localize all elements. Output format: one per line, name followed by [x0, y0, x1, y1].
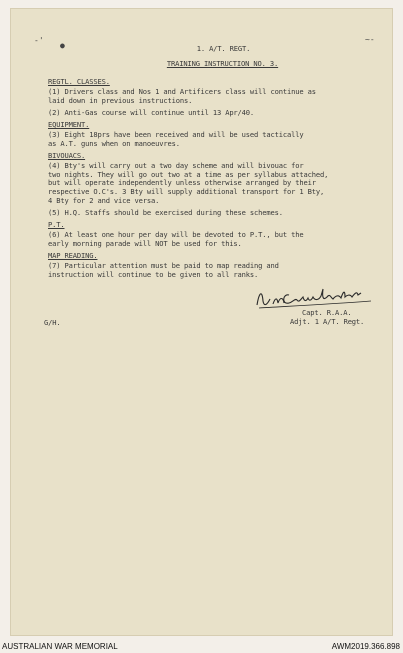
- para-6-line-1: (6) At least one hour per day will be devoted to P.T., but the: [48, 229, 304, 239]
- para-4-line-4: respective O.C's. 3 Bty will supply additional transport for 1 Bty,: [48, 187, 325, 197]
- heading-pt: P.T.: [48, 220, 65, 230]
- heading-regtl-classes: REGTL. CLASSES.: [48, 77, 110, 87]
- archive-id: AWM2019.366.898: [331, 642, 400, 651]
- signature-block: [44, 283, 373, 333]
- document-title: TRAINING INSTRUCTION NO. 3.: [166, 58, 279, 68]
- signatory-appointment: Adjt. 1 A/T. Regt.: [290, 317, 365, 327]
- para-5: (5) H.Q. Staffs should be exercised during these schemes.: [48, 207, 283, 217]
- heading-map-reading: MAP READING.: [48, 251, 98, 261]
- handwritten-signature: [253, 283, 383, 311]
- typed-instruction: [44, 44, 373, 333]
- archive-name: AUSTRALIAN WAR MEMORIAL: [2, 642, 118, 651]
- para-3-line-1: (3) Eight 18prs have been received and will be used tactically: [48, 129, 304, 139]
- ink-mark: -': [34, 36, 44, 45]
- heading-bivouacs: BIVOUACS.: [48, 151, 86, 161]
- ink-mark-right: ~-: [365, 35, 375, 44]
- para-6-line-2: early morning parade will NOT be used for this.: [48, 238, 242, 248]
- unit-heading: 1. A/T. REGT.: [196, 44, 251, 53]
- signatory-rank: Capt. R.A.A.: [302, 308, 352, 318]
- para-3-line-2: as A.T. guns when on manoeuvres.: [48, 138, 180, 148]
- para-1-line-2: laid down in previous instructions.: [48, 95, 193, 105]
- para-4-line-2: two nights. They will go out two at a time as per syllabus attached,: [48, 169, 329, 179]
- archive-footer: [0, 640, 403, 653]
- ink-dot: ●: [60, 41, 65, 50]
- para-7-line-1: (7) Particular attention must be paid to map reading and: [48, 261, 279, 271]
- reference-initials: G/H.: [44, 318, 61, 328]
- para-1-line-1: (1) Drivers class and Nos 1 and Artificers class will continue as: [48, 87, 316, 97]
- heading-equipment: EQUIPMENT.: [48, 120, 90, 130]
- para-4-line-1: (4) Bty's will carry out a two day scheme and will bivouac for: [48, 161, 304, 171]
- para-4-line-3: but will operate independently unless otherwise arranged by their: [48, 178, 316, 188]
- para-4-line-5: 4 Bty for 2 and vice versa.: [48, 195, 160, 205]
- para-7-line-2: instruction will continue to be given to all ranks.: [48, 269, 259, 279]
- para-2: (2) Anti-Gas course will continue until 13 Apr/40.: [48, 107, 255, 117]
